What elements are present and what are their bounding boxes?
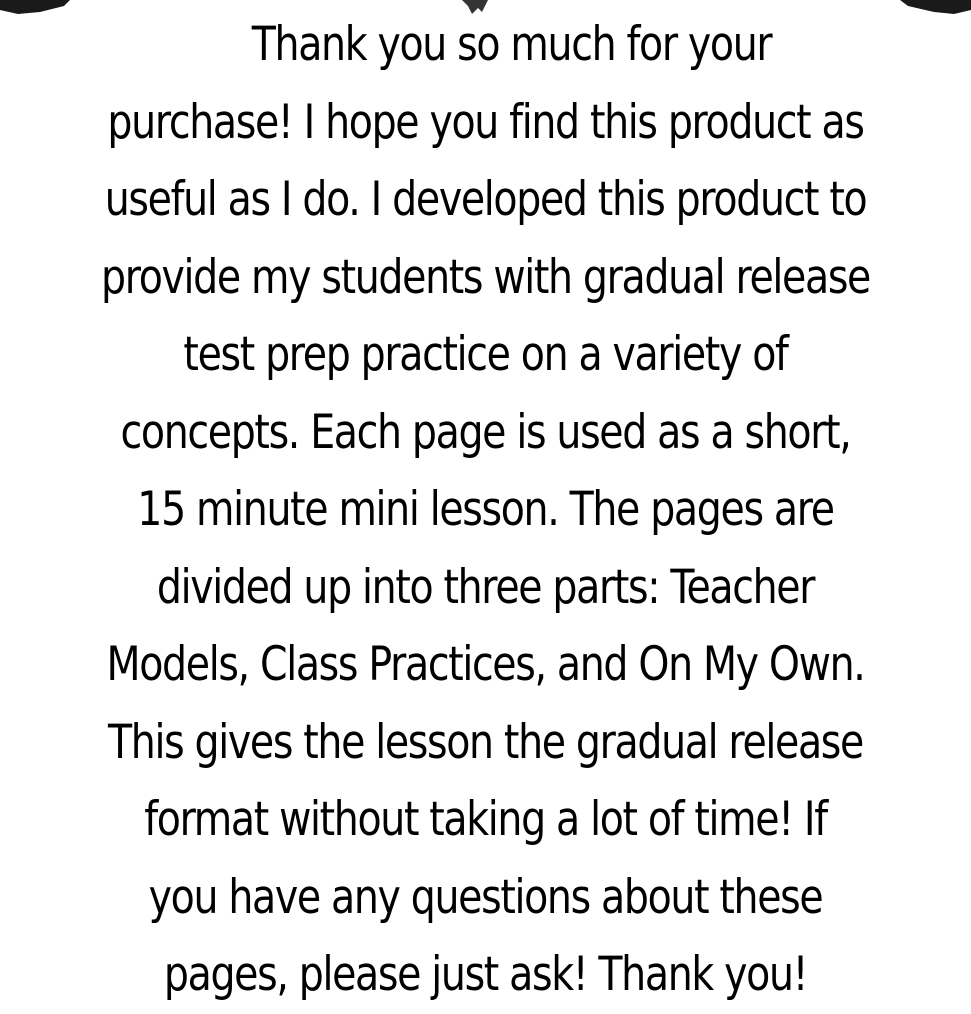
note-line: pages, please just ask! Thank you! (163, 947, 808, 1002)
note-line: format without taking a lot of time! If (144, 792, 827, 847)
note-line: provide my students with gradual release (100, 249, 871, 305)
note-line: Models, Class Practices, and On My Own. (106, 637, 865, 692)
note-line: divided up into three parts: Teacher (156, 559, 815, 615)
note-line: useful as I do. I developed this product to (104, 172, 867, 227)
note-line: purchase! I hope you find this product as (107, 94, 864, 150)
note-line: 15 minute mini lesson. The pages are (137, 482, 834, 537)
note-line: Thank you so much for your (251, 17, 772, 72)
note-line: This gives the lesson the gradual release (108, 714, 863, 770)
note-line: test prep practice on a variety of (183, 327, 788, 382)
note-line: you have any questions about these (148, 869, 823, 925)
note-line: concepts. Each page is used as a short, (120, 404, 851, 460)
thank-you-note (6, 6, 965, 1014)
